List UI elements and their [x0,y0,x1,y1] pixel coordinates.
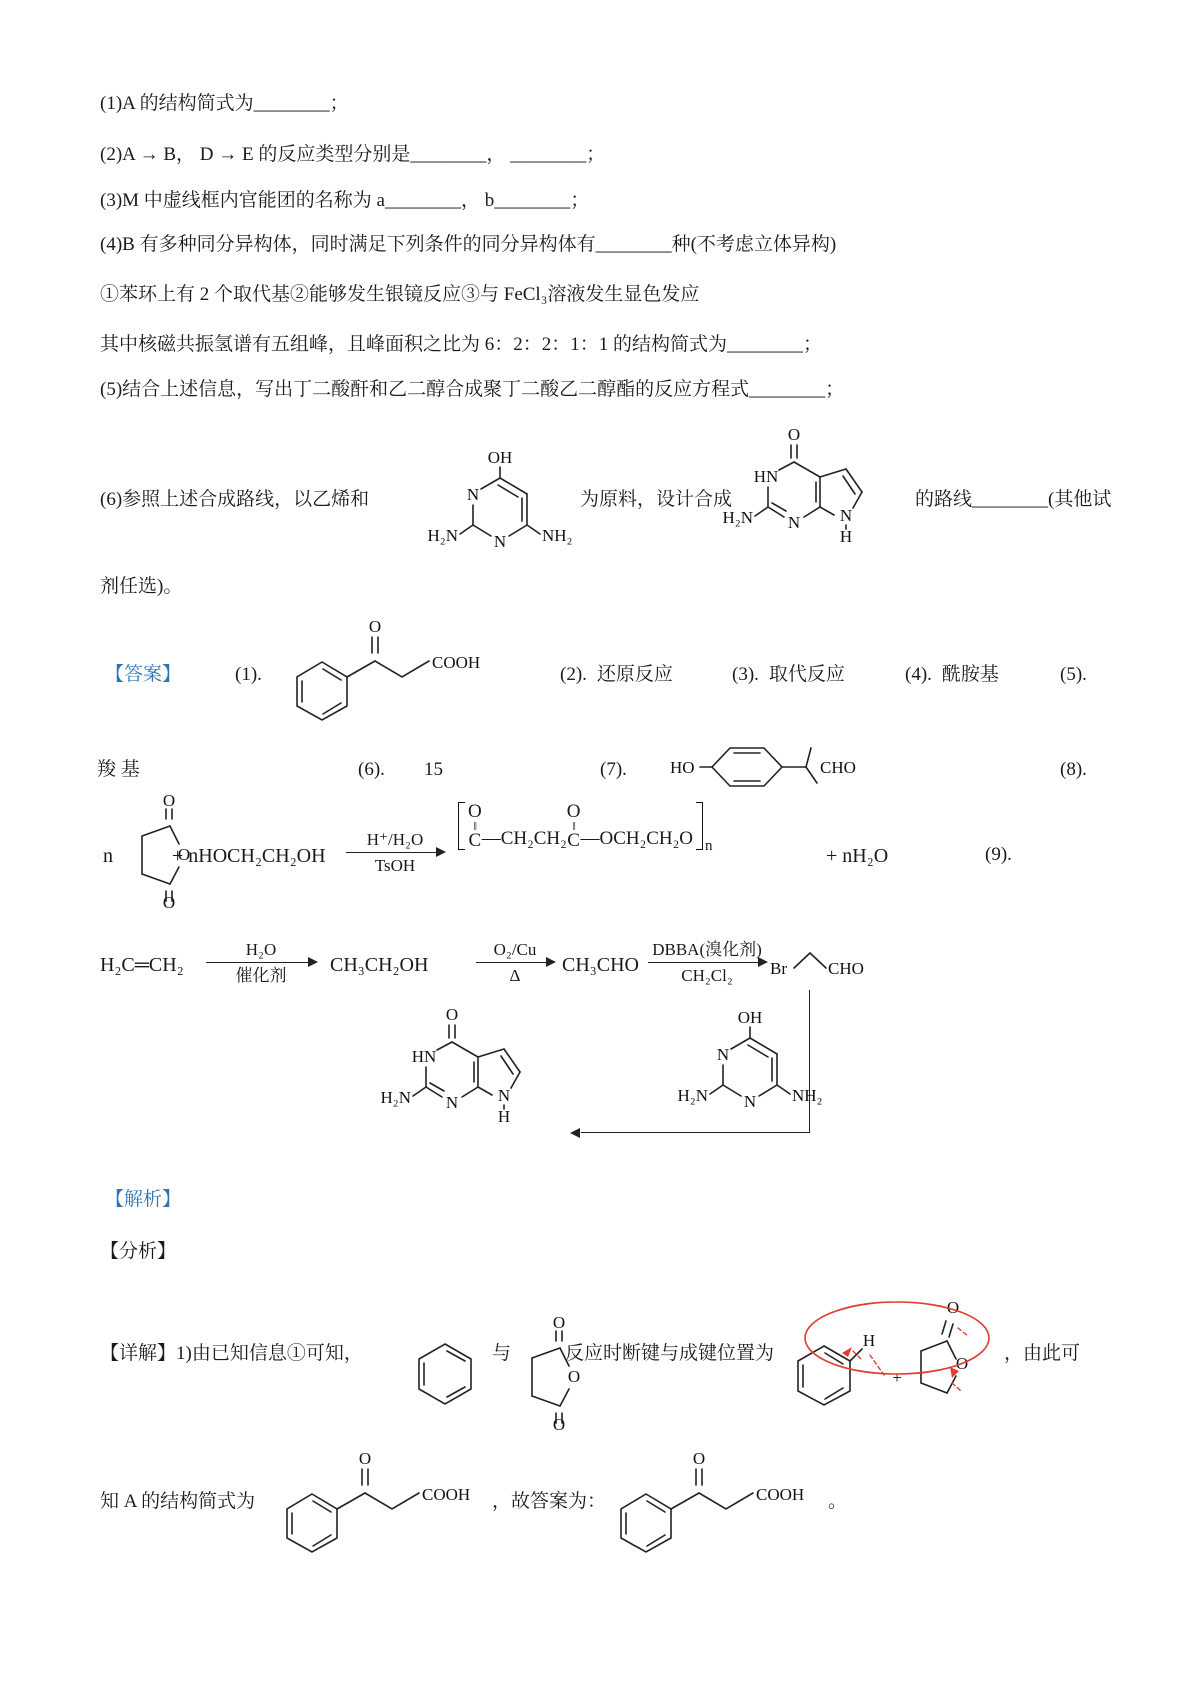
carbonyl-group-1 [468,802,482,850]
detail-prefix: 【详解】1)由已知信息①可知， [100,1343,363,1364]
answer-value-3: 取代反应 [768,664,845,685]
arrow-condition-bottom: TsOH [374,855,416,875]
chain-fragment-2: —OCH₂CH₂O [580,828,693,850]
structure-hydroxyphenyl-aldehyde [660,722,890,812]
left-bracket [458,802,465,850]
answer-label-2: (2). [560,664,587,685]
route-arrow-1 [206,940,316,985]
repeat-subscript: n [705,838,713,855]
structure-annotated-mechanism [782,1283,1002,1428]
structure-bicyclic-target [722,420,912,560]
answer-value-5: 羧 基 [97,759,140,780]
right-bracket [696,802,703,850]
arrow-shaft [476,962,554,964]
structure-pyrimidine [415,448,585,566]
answer-value-6: 15 [424,759,443,780]
arrow-condition-bottom: Δ [509,965,521,985]
detail-thus: ，由此可 [1004,1343,1081,1364]
route-acetaldehyde: CH₃CHO [562,954,639,976]
polymer-repeat-unit [458,801,713,855]
arrow-condition-top: O₂/Cu [493,940,537,959]
question-line-3: (3)M 中虚线框内官能团的名称为 a________， b________； [100,190,590,211]
answer-label-9: (9). [985,844,1012,865]
answer-item-3 [732,663,845,688]
arrow-condition-top: DBBA(溴化剂) [652,940,762,959]
c-label: C [567,830,580,852]
structure-anhydride-detail [508,1312,598,1432]
answer-value-4: 酰胺基 [941,664,999,685]
polymer-water-term: + nH₂O [826,845,889,867]
question-line-5: ①苯环上有 2 个取代基②能够发生银镜反应③与 FeCl₃溶液发生显色发应 [100,284,700,305]
detail-break-text: 反应时断键与成键位置为 [565,1343,775,1364]
route-ethanol: CH₃CH₂OH [330,954,429,976]
structure-benzene [405,1332,485,1412]
question-line-6: 其中核磁共振氢谱有五组峰，且峰面积之比为 6：2：2：1：1 的结构简式为________； [100,334,823,355]
structure-keto-acid-answer [278,604,498,734]
question-6-cont: 剂任选)。 [100,576,183,597]
arrow-shaft [206,962,316,964]
answer-label-5: (5). [1060,664,1087,685]
question-line-2: (2)A → B， D → E 的反应类型分别是________， ________； [100,144,606,165]
o-label: O [468,801,482,822]
arrow-shaft [648,962,766,964]
section-jiexi-heading: 【解析】 [105,1189,182,1210]
arrow-condition-top: H⁺/H₂O [366,830,424,849]
structure-bicyclic-product [380,1000,570,1140]
answer-item-4 [905,663,999,688]
detail-with: 与 [492,1343,512,1364]
detail-period: 。 [828,1491,848,1512]
question-6-prefix: (6)参照上述合成路线，以乙烯和 [100,489,370,510]
answer-label-8: (8). [1060,759,1087,780]
structure-pyrimidine-reagent [665,1008,835,1126]
question-line-4: (4)B 有多种同分异构体，同时满足下列条件的同分异构体有________种(不考虑立体异构) [100,234,837,255]
answer-label-7: (7). [600,759,627,780]
o-label: O [566,801,581,822]
question-6-mid: 为原料，设计合成 [580,489,733,510]
double-bond: ‖ [473,819,477,833]
arrow-condition-top: H₂O [245,940,277,959]
answer-item-2 [560,663,673,688]
double-bond: ‖ [572,819,575,833]
route-left-arrow [572,1132,809,1134]
carbonyl-group-2 [567,802,581,850]
route-arrow-3 [648,940,766,985]
chain-fragment-1: —CH₂CH₂ [481,828,567,850]
c-label: C [468,830,482,852]
arrow-condition-bottom: CH₂Cl₂ [681,965,733,985]
route-arrow-2 [476,940,554,985]
answer-label-1: (1). [235,664,262,685]
question-line-1: (1)A 的结构简式为________； [100,93,349,114]
arrow-shaft [346,852,444,854]
question-6-suffix: 的路线________(其他试 [915,489,1112,510]
structure-bromoacetaldehyde [768,940,868,985]
polymer-coefficient: n [103,845,113,867]
structure-keto-acid-detail-2 [602,1436,822,1566]
question-line-7: (5)结合上述信息，写出丁二酸酐和乙二醇合成聚丁二酸乙二醇酯的反应方程式________； [100,379,845,400]
answer-value-2: 还原反应 [596,664,673,685]
answer-label-6: (6). [358,759,385,780]
arrow-condition-bottom: 催化剂 [235,965,287,985]
answer-label-4: (4). [905,664,932,685]
polymer-glycol-term: + nHOCH₂CH₂OH [172,845,326,867]
structure-keto-acid-detail-1 [268,1436,488,1566]
detail-so-text: ，故答案为： [492,1491,607,1512]
detail-know-text: 知 A 的结构简式为 [100,1491,256,1512]
answer-label-3: (3). [732,664,759,685]
route-ethylene: H₂C═CH₂ [100,954,184,976]
answer-heading: 【答案】 [105,664,182,685]
polymer-reaction-arrow [346,830,444,875]
section-fenxi-heading: 【分析】 [100,1241,177,1262]
